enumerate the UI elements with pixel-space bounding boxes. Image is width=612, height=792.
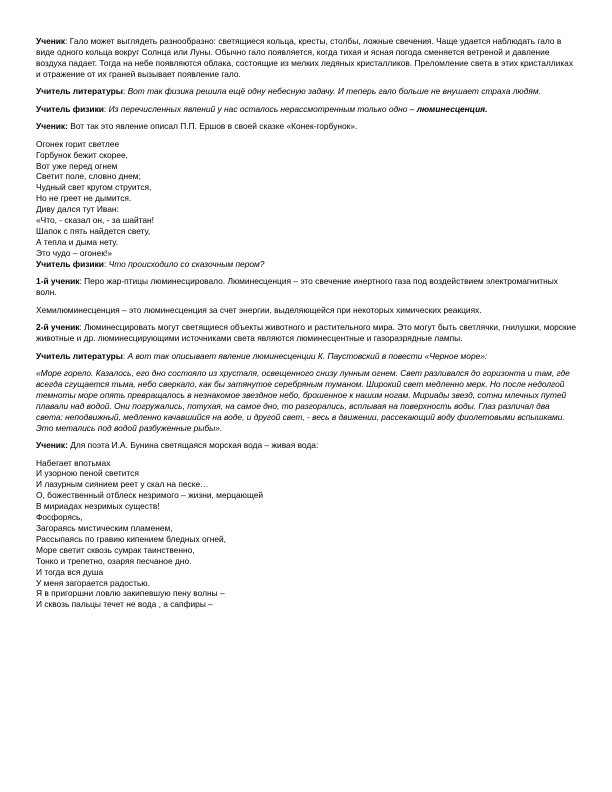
speaker-label: 2-й ученик	[36, 322, 80, 333]
poem-line: О, божественный отблеск незримого – жизни, мерцающей	[36, 490, 264, 501]
poem-line: Загораясь мистическим пламенем,	[36, 522, 173, 533]
paragraph-physics-teacher-question	[36, 259, 576, 270]
poem-line: Фосфорясь,	[36, 512, 83, 523]
speaker-label: 1-й ученик	[36, 276, 80, 287]
speaker-label: Учитель физики	[36, 258, 104, 269]
poem-line: Вот уже перед огнем	[36, 160, 118, 171]
paragraph-lit-teacher-halo	[36, 86, 576, 97]
paragraph-first-student	[36, 276, 576, 298]
poem-line: И сквозь пальцы течет не вода , а сапфиры –	[36, 599, 213, 610]
poem-line: Тонко и трепетно, озаряя песчаное дно.	[36, 555, 192, 566]
poem-line: Рассыпаясь по гравию кипением бледных огней,	[36, 533, 226, 544]
speaker-label: Ученик:	[36, 121, 68, 132]
poem-line: Но не греет не дымится.	[36, 193, 132, 204]
poem-line: Шапок с пять найдется свету,	[36, 225, 151, 236]
paragraph-text: Вот так физика решила ещё одну небесную задачу. И теперь гало больше не внушает страха людям.	[127, 86, 541, 97]
poem-line: В мириадах незримых существ!	[36, 501, 160, 512]
paragraph-student-bunin	[36, 440, 576, 451]
poem-line: Огонек горит светлее	[36, 138, 120, 149]
speaker-label: Учитель физики	[36, 103, 104, 114]
document-page	[36, 36, 576, 610]
poem-line: Чудный свет кругом струится,	[36, 182, 152, 193]
poem-bunin	[36, 458, 576, 611]
speaker-separator: :	[103, 258, 109, 269]
paragraph-second-student	[36, 322, 576, 344]
speaker-label: Ученик	[36, 36, 66, 46]
paragraph-text: Вот так это явление описал П.П. Ершов в своей сказке «Конек-горбунок».	[67, 121, 358, 132]
paragraph-student-ershov	[36, 121, 576, 132]
paustovsky-quote: «Море горело. Казалось, его дно состояло из хрусталя, освещенного снизу лунным огнем. Свет разливался до горизонта и там, где всегда сгущается тьма, небо сверкало, как бы затянутое серебряным туманом. Широкий свет медленно мерк. Но после недолгой темноты море опять превращалось в незнакомое звездное небо, брошенное к нашим ногам. Мириады звезд, сотни млечных путей плавали над водой. Они погружались, потухая, на самое дно, то разгорались, всплывая на поверхность воды. Глаз различал два света: неподвижный, медленно качавшийся на воде, и другой свет, - весь в движении, рассекающий воду фиолетовыми вспышками. Это метались под водой разбуженные рыбы».	[36, 368, 570, 433]
paragraph-text: : Перо жар-птицы люминесцировало. Люминесценция – это свечение инертного газа под воздействием электромагнитных волн.	[36, 276, 558, 298]
poem-line: Это чудо – огонек!»	[36, 247, 112, 258]
poem-line: Я в пригоршни ловлю закипевшую пену волны –	[36, 588, 225, 599]
paragraph-text: Что происходило со сказочным пером?	[108, 258, 265, 269]
paragraph-student-halo	[36, 36, 576, 80]
speaker-separator: :	[122, 86, 128, 97]
poem-line: Светит поле, словно днем;	[36, 171, 141, 182]
paragraph-chemiluminescence	[36, 305, 576, 316]
paragraph-text: : Гало может выглядеть разнообразно: светящиеся кольца, кресты, столбы, ложные свечения. Чаще удается наблюдать гало в виде одного кольца вокруг Солнца или Луны. Обычно гало появляется, когда тихая и ясная погода сменяется ветреной и давление воздуха падает. Тогда на небе появляются облака, состоящие из мелких ледяных кристалликов. Преломление света в этих кристалликах и отражение от их граней вызывает появление гало.	[36, 36, 574, 79]
speaker-label: Учитель литературы	[36, 350, 123, 361]
poem-line: Горбунок бежит скорее,	[36, 149, 128, 160]
poem-line: Море светит сквозь сумрак таинственно,	[36, 544, 195, 555]
poem-line: А тепла и дыма нету.	[36, 236, 118, 247]
speaker-label: Учитель литературы	[36, 86, 123, 97]
poem-line: И тогда вся душа	[36, 566, 104, 577]
speaker-separator: :	[122, 350, 128, 361]
poem-ershov	[36, 139, 576, 259]
paragraph-physics-teacher-luminescence	[36, 104, 576, 115]
speaker-separator: :	[103, 103, 109, 114]
paragraph-lit-teacher-paustovsky	[36, 351, 576, 362]
poem-line: И узорною пеной светится	[36, 468, 139, 479]
poem-line: «Что, - сказал он, - за шайтан!	[36, 215, 155, 226]
poem-line: Диву дался тут Иван:	[36, 204, 119, 215]
emphasis-term: люминесценция.	[416, 103, 488, 114]
paragraph-text: Для поэта И.А. Бунина светящаяся морская вода – живая вода:	[67, 440, 319, 451]
poem-line: И лазурным сиянием реет у скал на песке…	[36, 479, 209, 490]
paragraph-text: А вот так описывает явление люминесценции К. Паустовский в повести «Черное море»:	[127, 350, 488, 361]
paragraph-text: : Люминесцировать могут светящиеся объекты животного и растительного мира. Это могут быть светлячки, гнилушки, морские животные и др. люминесцирующими источниками света являются люминесцентные и газоразрядные лампы.	[36, 322, 576, 343]
paragraph-text: Из перечисленных явлений у нас осталось нерассмотренным только одно –	[108, 103, 417, 114]
speaker-label: Ученик:	[36, 440, 68, 451]
poem-line: У меня загорается радостью.	[36, 577, 150, 588]
poem-line: Набегает впотьмах	[36, 457, 111, 468]
paragraph-text: Хемилюминесценция – это люминесценция за счет энергии, выделяющейся при некоторых химических реакциях.	[36, 304, 482, 315]
